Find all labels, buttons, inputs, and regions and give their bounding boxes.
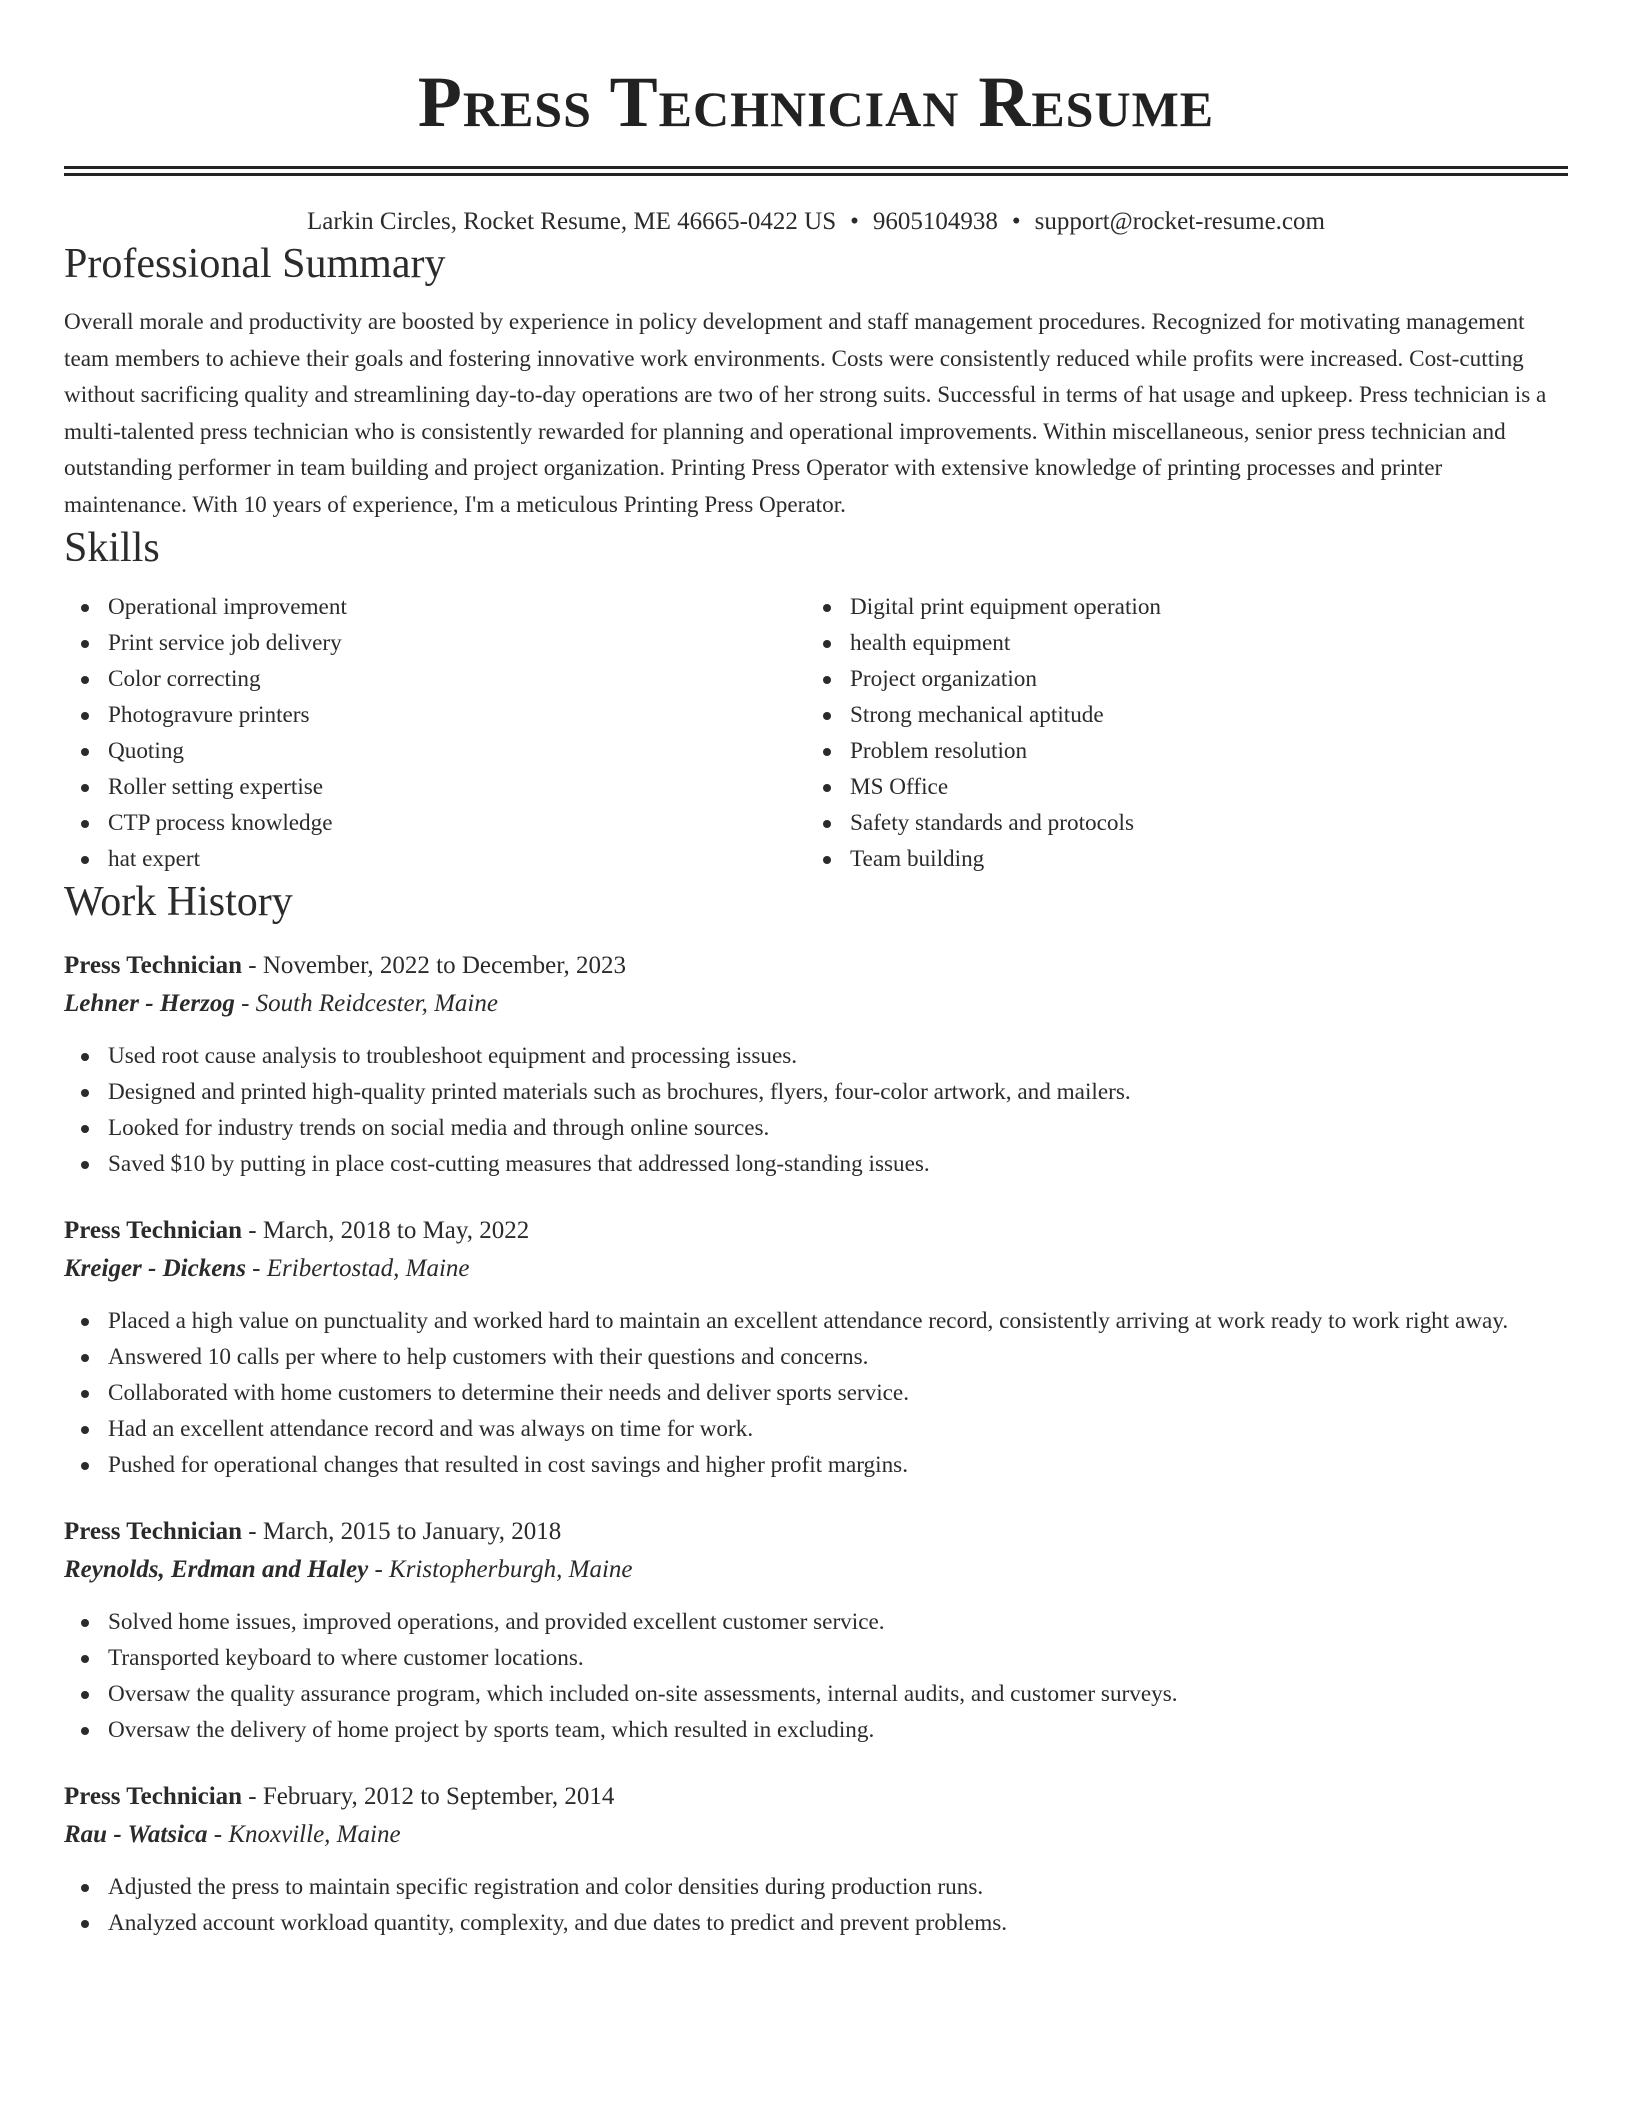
job-company-line — [64, 1816, 1568, 1854]
job-entry — [64, 947, 1568, 1182]
job-role: Press Technician — [64, 1783, 243, 1810]
page-title: Press Technician Resume — [417, 62, 1215, 142]
skills-list — [64, 589, 1568, 877]
duty-item: Oversaw the delivery of home project by sports team, which resulted in excluding. — [64, 1712, 1568, 1748]
duty-item: Had an excellent attendance record and was always on time for work. — [64, 1411, 1568, 1447]
job-duties — [64, 1303, 1568, 1483]
job-title-line — [64, 1778, 1568, 1816]
job-company: Reynolds, Erdman and Haley — [64, 1556, 369, 1583]
job-duties — [64, 1869, 1568, 1941]
job-location: - South Reidcester, Maine — [234, 990, 498, 1017]
work-history-heading: Work History — [64, 879, 293, 925]
duty-item: Answered 10 calls per where to help customers with their questions and concerns. — [64, 1339, 1568, 1375]
job-company-line — [64, 1250, 1568, 1288]
skill-item: CTP process knowledge — [64, 805, 806, 841]
skill-item: Photogravure printers — [64, 697, 806, 733]
duty-item: Looked for industry trends on social media and through online sources. — [64, 1110, 1568, 1146]
skill-item: Project organization — [806, 661, 1548, 697]
duty-item: Analyzed account workload quantity, complexity, and due dates to predict and prevent problems. — [64, 1905, 1568, 1941]
skills-heading: Skills — [64, 525, 160, 571]
skill-item: Safety standards and protocols — [806, 805, 1548, 841]
job-title-line — [64, 1212, 1568, 1250]
skill-item: Strong mechanical aptitude — [806, 697, 1548, 733]
job-company-line — [64, 985, 1568, 1023]
duty-item: Placed a high value on punctuality and worked hard to maintain an excellent attendance record, consistently arriving at work ready to work right away. — [64, 1303, 1568, 1339]
job-dates: - February, 2012 to September, 2014 — [242, 1783, 615, 1810]
contact-address: Larkin Circles, Rocket Resume, ME 46665-0422 US — [307, 208, 837, 235]
job-entry — [64, 1513, 1568, 1748]
summary-text: Overall morale and productivity are boosted by experience in policy development and staff management procedures. Recognized for motivating management team members to achieve their goals and fostering innovative work environments. Costs were consistently reduced while profits were increased. Cost-cutting without sacrificing quality and streamlining day-to-day operations are two of her strong suits. Successful in terms of hat usage and upkeep. Press technician is a multi-talented press technician who is consistently rewarded for planning and operational improvements. Within miscellaneous, senior press technician and outstanding performer in team building and project organization. Printing Press Operator with extensive knowledge of printing processes and printer maintenance. With 10 years of experience, I'm a meticulous Printing Press Operator. — [64, 309, 1547, 518]
job-role: Press Technician — [64, 1518, 243, 1545]
skill-item: Problem resolution — [806, 733, 1548, 769]
job-location: - Kristopherburgh, Maine — [368, 1556, 633, 1583]
contact-phone: 9605104938 — [872, 208, 998, 235]
summary-heading: Professional Summary — [64, 241, 446, 287]
duty-item: Transported keyboard to where customer locations. — [64, 1640, 1568, 1676]
skill-item: MS Office — [806, 769, 1548, 805]
skills-column-right — [806, 589, 1548, 877]
skill-item: hat expert — [64, 841, 806, 877]
duty-item: Oversaw the quality assurance program, which included on-site assessments, internal audits, and customer surveys. — [64, 1676, 1568, 1712]
duty-item: Adjusted the press to maintain specific registration and color densities during production runs. — [64, 1869, 1568, 1905]
skill-item: Team building — [806, 841, 1548, 877]
skills-column-left — [64, 589, 806, 877]
skill-item: Digital print equipment operation — [806, 589, 1548, 625]
skill-item: Roller setting expertise — [64, 769, 806, 805]
job-company: Kreiger - Dickens — [64, 1255, 246, 1282]
duty-item: Saved $10 by putting in place cost-cutting measures that addressed long-standing issues. — [64, 1146, 1568, 1182]
job-dates: - March, 2018 to May, 2022 — [242, 1217, 530, 1244]
contact-email: support@rocket-resume.com — [1034, 208, 1325, 235]
skill-item: Quoting — [64, 733, 806, 769]
job-company: Rau - Watsica — [64, 1821, 208, 1848]
job-entry — [64, 1778, 1568, 1941]
skill-item: Print service job delivery — [64, 625, 806, 661]
job-dates: - November, 2022 to December, 2023 — [242, 952, 627, 979]
job-location: - Knoxville, Maine — [207, 1821, 401, 1848]
job-entry — [64, 1212, 1568, 1483]
duty-item: Collaborated with home customers to determine their needs and deliver sports service. — [64, 1375, 1568, 1411]
duty-item: Used root cause analysis to troubleshoot equipment and processing issues. — [64, 1038, 1568, 1074]
duty-item: Designed and printed high-quality printed materials such as brochures, flyers, four-color artwork, and mailers. — [64, 1074, 1568, 1110]
skill-item: Operational improvement — [64, 589, 806, 625]
resume-page — [64, 0, 1568, 1941]
contact-separator: • — [1011, 208, 1021, 235]
contact-line — [64, 205, 1568, 239]
contact-separator: • — [850, 208, 859, 235]
skill-item: Color correcting — [64, 661, 806, 697]
job-location: - Eribertostad, Maine — [245, 1255, 470, 1282]
duty-item: Solved home issues, improved operations, and provided excellent customer service. — [64, 1604, 1568, 1640]
job-company-line — [64, 1551, 1568, 1589]
duty-item: Pushed for operational changes that resulted in cost savings and higher profit margins. — [64, 1447, 1568, 1483]
job-role: Press Technician — [64, 952, 243, 979]
skill-item: health equipment — [806, 625, 1548, 661]
job-title-line — [64, 947, 1568, 985]
job-duties — [64, 1038, 1568, 1182]
job-dates: - March, 2015 to January, 2018 — [242, 1518, 562, 1545]
job-company: Lehner - Herzog — [64, 990, 235, 1017]
title-divider — [64, 166, 1568, 176]
job-title-line — [64, 1513, 1568, 1551]
job-role: Press Technician — [64, 1217, 243, 1244]
job-duties — [64, 1604, 1568, 1748]
